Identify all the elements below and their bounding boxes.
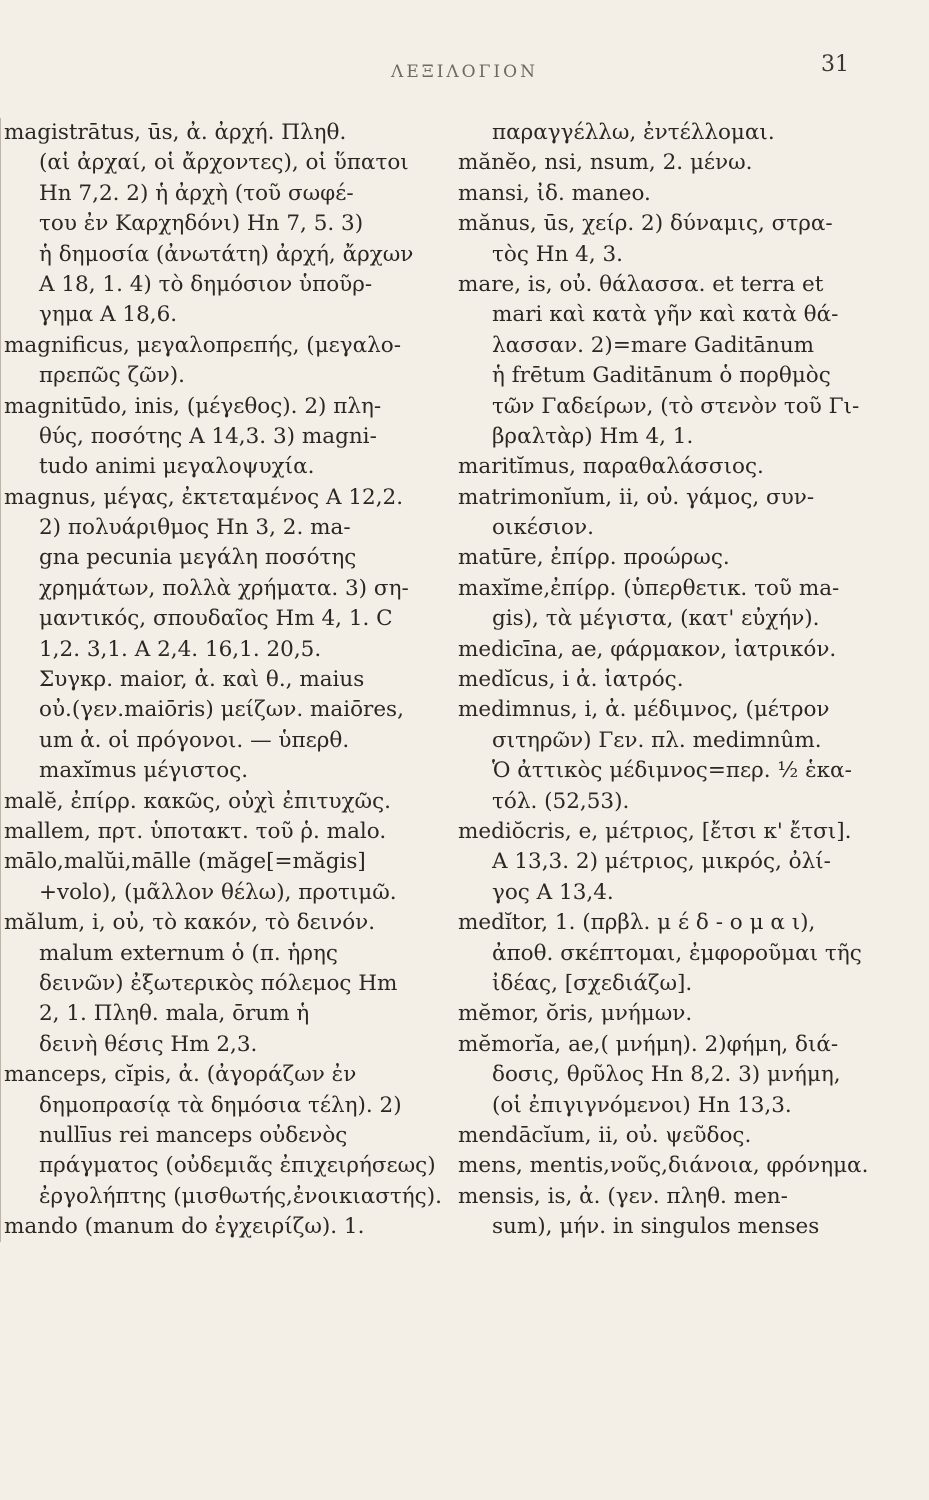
entry-continuation-line: χρημάτων, πολλὰ χρήματα. 3) ση-: [39, 575, 409, 601]
entry-headword-line: medĭcus, i ἀ. ἰατρός.: [458, 667, 684, 693]
entry-headword-line: medimnus, i, ἀ. μέδιμνος, (μέτρον: [458, 697, 830, 723]
entry-headword-line: mediŏcris, e, μέτριος, [ἔτσι κ' ἔτσι].: [458, 818, 852, 844]
entry-headword-line: mare, is, οὐ. θάλασσα. et terra et: [458, 271, 824, 297]
entry-continuation-line: malum externum ὁ (π. ἡρης: [39, 940, 338, 966]
entry-headword-line: manceps, cĭpis, ἀ. (ἀγοράζων ἐν: [4, 1062, 357, 1088]
entry-headword-line: matrimonĭum, ii, οὐ. γάμος, συν-: [458, 484, 815, 510]
entry-headword-line: malĕ, ἐπίρρ. κακῶς, οὐχὶ ἐπιτυχῶς.: [4, 788, 391, 814]
entry-continuation-line: sum), μήν. in singulos menses: [492, 1214, 820, 1240]
entry-continuation-line: 1,2. 3,1. A 2,4. 16,1. 20,5.: [39, 636, 322, 662]
entry-headword-line: mensis, is, ἀ. (γεν. πληθ. men-: [458, 1183, 788, 1209]
entry-continuation-line: μαντικός, σπουδαῖος Hm 4, 1. C: [39, 606, 393, 632]
entry-headword-line: mendācĭum, ii, οὐ. ψεῦδος.: [458, 1122, 752, 1148]
entry-continuation-line: gis), τὰ μέγιστα, (κατ' εὐχήν).: [492, 606, 820, 632]
entry-continuation-line: παραγγέλλω, ἐντέλλομαι.: [492, 120, 775, 145]
entry-continuation-line: tudo animi μεγαλοψυχία.: [39, 454, 315, 480]
entry-headword-line: mĕmorĭa, ae,( μνήμη). 2)φήμη, διά-: [458, 1031, 839, 1057]
entry-continuation-line: 2) πολυάριθμος Hn 3, 2. ma-: [39, 515, 351, 541]
entry-headword-line: matūre, ἐπίρρ. προώρως.: [458, 545, 730, 571]
entry-continuation-line: Ὁ ἀττικὸς μέδιμνος=περ. ½ ἑκα-: [492, 758, 852, 784]
entry-continuation-line: (οἱ ἐπιγιγνόμενοι) Hn 13,3.: [492, 1092, 792, 1118]
entry-continuation-line: οικέσιον.: [492, 515, 594, 541]
entry-headword-line: magistrātus, ūs, ἀ. ἀρχή. Πληθ.: [4, 120, 347, 145]
entry-continuation-line: ἡ δημοσία (ἀνωτάτη) ἀρχή, ἄρχων: [39, 241, 414, 267]
entry-continuation-line: +volo), (μᾶλλον θέλω), προτιμῶ.: [39, 879, 397, 905]
entry-headword-line: medĭtor, 1. (πρβλ. μ έ δ - ο μ α ι),: [458, 910, 816, 936]
entry-continuation-line: (αἱ ἀρχαί, οἱ ἄρχοντες), οἱ ὕπατοι: [39, 150, 409, 176]
entry-continuation-line: Hn 7,2. 2) ἡ ἀρχὴ (τοῦ σωφέ-: [39, 180, 354, 206]
entry-continuation-line: δεινὴ θέσις Hm 2,3.: [39, 1031, 258, 1057]
entry-continuation-line: ἰδέας, [σχεδιάζω].: [492, 970, 693, 996]
entry-headword-line: mănĕo, nsi, nsum, 2. μένω.: [458, 150, 753, 176]
entry-headword-line: maxĭme,ἐπίρρ. (ὑπερθετικ. τοῦ ma-: [458, 575, 840, 601]
entry-continuation-line: Συγκρ. maior, ἀ. καὶ θ., maius: [39, 667, 365, 693]
entry-continuation-line: γημα A 18,6.: [39, 302, 178, 328]
entry-continuation-line: nullīus rei manceps οὐδενὸς: [39, 1122, 348, 1148]
entry-continuation-line: δοσις, θρῦλος Hn 8,2. 3) μνήμη,: [492, 1062, 841, 1088]
entry-headword-line: mălum, i, οὐ, τὸ κακόν, τὸ δεινόν.: [4, 910, 376, 936]
entry-continuation-line: ἐργολήπτης (μισθωτής,ἐνοικιαστής).: [39, 1183, 442, 1209]
entry-headword-line: magnificus, μεγαλοπρεπής, (μεγαλο-: [4, 332, 402, 358]
entry-headword-line: mālo,malŭi,mālle (măge[=măgis]: [4, 849, 366, 875]
entry-headword-line: mallem, πρτ. ὑποτακτ. τοῦ ῥ. malo.: [4, 818, 387, 844]
entry-continuation-line: A 18, 1. 4) τὸ δημόσιον ὑποῦρ-: [39, 271, 373, 297]
entry-continuation-line: σιτηρῶν) Γεν. πλ. medimnûm.: [492, 727, 822, 753]
entry-headword-line: medicīna, ae, φάρμακον, ἰατρικόν.: [458, 636, 837, 662]
entry-continuation-line: βραλτὰρ) Hm 4, 1.: [492, 423, 694, 449]
entry-continuation-line: gna pecunia μεγάλη ποσότης: [39, 545, 357, 571]
entry-continuation-line: πρεπῶς ζῶν).: [39, 363, 185, 389]
entry-headword-line: magnitūdo, inis, (μέγεθος). 2) πλη-: [4, 393, 382, 419]
entry-continuation-line: mari καὶ κατὰ γῆν καὶ κατὰ θά-: [492, 302, 839, 328]
entry-continuation-line: πράγματος (οὐδεμιᾶς ἐπιχειρήσεως): [39, 1153, 436, 1179]
entry-continuation-line: τὸς Hn 4, 3.: [492, 241, 624, 267]
entry-continuation-line: maxĭmus μέγιστος.: [39, 758, 249, 784]
entry-continuation-line: A 13,3. 2) μέτριος, μικρός, ὀλί-: [492, 849, 831, 875]
entry-continuation-line: um ἀ. οἱ πρόγονοι. — ὑπερθ.: [39, 727, 350, 753]
entry-continuation-line: δημοπρασίᾳ τὰ δημόσια τέλη). 2): [39, 1092, 402, 1118]
entry-headword-line: mansi, ἰδ. maneo.: [458, 180, 651, 206]
entry-continuation-line: λασσαν. 2)=mare Gaditānum: [492, 332, 815, 358]
entry-continuation-line: 2, 1. Πληθ. mala, ōrum ἡ: [39, 1001, 310, 1027]
entry-continuation-line: τόλ. (52,53).: [492, 788, 630, 814]
entry-continuation-line: τῶν Γαδείρων, (τὸ στενὸν τοῦ Γι-: [492, 393, 860, 419]
right-column: [458, 118, 894, 1242]
running-head: ΛΕΞΙΛΟΓΙΟΝ: [391, 62, 538, 82]
entry-continuation-line: του ἐν Καρχηδόνι) Hn 7, 5. 3): [39, 211, 364, 237]
entry-continuation-line: γος A 13,4.: [492, 879, 614, 905]
entry-headword-line: maritĭmus, παραθαλάσσιος.: [458, 454, 764, 480]
entry-continuation-line: οὐ.(γεν.maiōris) μείζων. maiōres,: [39, 697, 404, 723]
entry-continuation-line: δεινῶν) ἐξωτερικὸς πόλεμος Hm: [39, 970, 398, 996]
entry-continuation-line: θύς, ποσότης A 14,3. 3) magni-: [39, 423, 377, 449]
left-column: [0, 118, 446, 1242]
entry-headword-line: magnus, μέγας, ἐκτεταμένος A 12,2.: [4, 484, 404, 510]
entry-headword-line: mens, mentis,νοῦς,διάνοια, φρόνημα.: [458, 1153, 869, 1179]
entry-headword-line: mănus, ūs, χείρ. 2) δύναμις, στρα-: [458, 211, 833, 237]
entry-continuation-line: ἡ frētum Gaditānum ὁ πορθμὸς: [492, 363, 831, 389]
entry-headword-line: mĕmor, ŏris, μνήμων.: [458, 1001, 693, 1027]
entry-headword-line: mando (manum do ἐγχειρίζω). 1.: [4, 1214, 365, 1240]
page-number: 31: [821, 52, 849, 77]
entry-continuation-line: ἀποθ. σκέπτομαι, ἐμφοροῦμαι τῆς: [492, 940, 862, 966]
